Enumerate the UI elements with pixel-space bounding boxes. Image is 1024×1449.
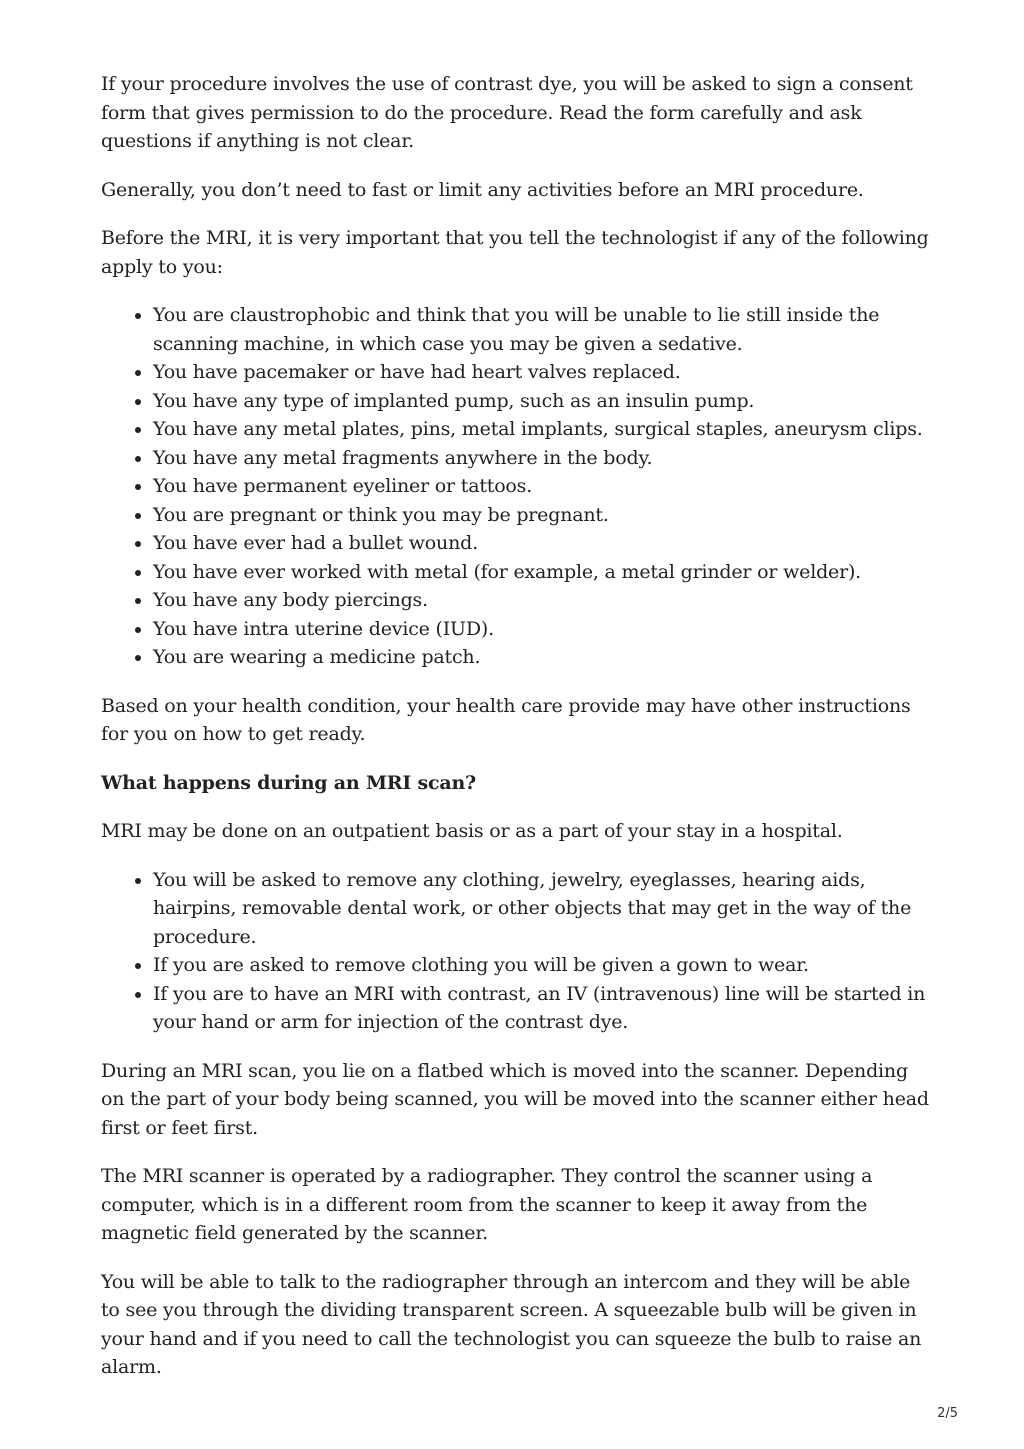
list-item: • You have ever worked with metal (for example, a metal grinder or welder). xyxy=(153,558,931,587)
list-item: • You have permanent eyeliner or tattoos. xyxy=(153,472,931,501)
list-item: • You have ever had a bullet wound. xyxy=(153,529,931,558)
document-content xyxy=(101,70,931,1402)
paragraph-radiographer: The MRI scanner is operated by a radiographer. They control the scanner using a computer, which is in a different room from the scanner to keep it away from the magnetic field generated by the scanner. xyxy=(101,1165,873,1244)
list-item: • If you are asked to remove clothing you will be given a gown to wear. xyxy=(153,951,931,980)
paragraph-intercom: You will be able to talk to the radiographer through an intercom and they will be able to see you through the dividing transparent screen. A squeezable bulb will be given in your hand and if you need to call the technologist you can squeeze the bulb to raise an alarm. xyxy=(101,1270,922,1378)
list-item: • You are wearing a medicine patch. xyxy=(153,643,931,672)
paragraph-outpatient: MRI may be done on an outpatient basis or as a part of your stay in a hospital. xyxy=(101,820,843,842)
during-list xyxy=(101,866,931,1037)
list-item: • If you are to have an MRI with contrast, an IV (intravenous) line will be started in your hand or arm for injection of the contrast dye. xyxy=(153,980,931,1037)
paragraph-before-mri: Before the MRI, it is very important that you tell the technologist if any of the following apply to you: xyxy=(101,227,929,278)
list-item: • You have any metal fragments anywhere in the body. xyxy=(153,444,931,473)
paragraph-consent: If your procedure involves the use of contrast dye, you will be asked to sign a consent form that gives permission to do the procedure. Read the form carefully and ask questions if anything is not clear. xyxy=(101,73,913,152)
paragraph-flatbed: During an MRI scan, you lie on a flatbed which is moved into the scanner. Depending on the part of your body being scanned, you will be moved into the scanner either head first or feet first. xyxy=(101,1059,929,1139)
section-heading: What happens during an MRI scan? xyxy=(101,771,476,794)
list-item: • You have intra uterine device (IUD). xyxy=(153,615,931,644)
paragraph-fasting: Generally, you don’t need to fast or limit any activities before an MRI procedure. xyxy=(101,178,864,201)
page-number: 2/5 xyxy=(937,1406,958,1421)
apply-list xyxy=(101,301,931,672)
list-item: • You will be asked to remove any clothing, jewelry, eyeglasses, hearing aids, hairpins, removable dental work, or other objects that may get in the way of the procedure. xyxy=(153,866,931,952)
list-item: • You have any type of implanted pump, such as an insulin pump. xyxy=(153,387,931,416)
paragraph-other-instructions: Based on your health condition, your health care provide may have other instructions for you on how to get ready. xyxy=(101,694,911,745)
list-item: • You are pregnant or think you may be pregnant. xyxy=(153,501,931,530)
list-item: • You have any body piercings. xyxy=(153,586,931,615)
list-item: • You have any metal plates, pins, metal implants, surgical staples, aneurysm clips. xyxy=(153,415,931,444)
list-item: • You have pacemaker or have had heart valves replaced. xyxy=(153,358,931,387)
list-item: • You are claustrophobic and think that you will be unable to lie still inside the scanning machine, in which case you may be given a sedative. xyxy=(153,301,931,358)
